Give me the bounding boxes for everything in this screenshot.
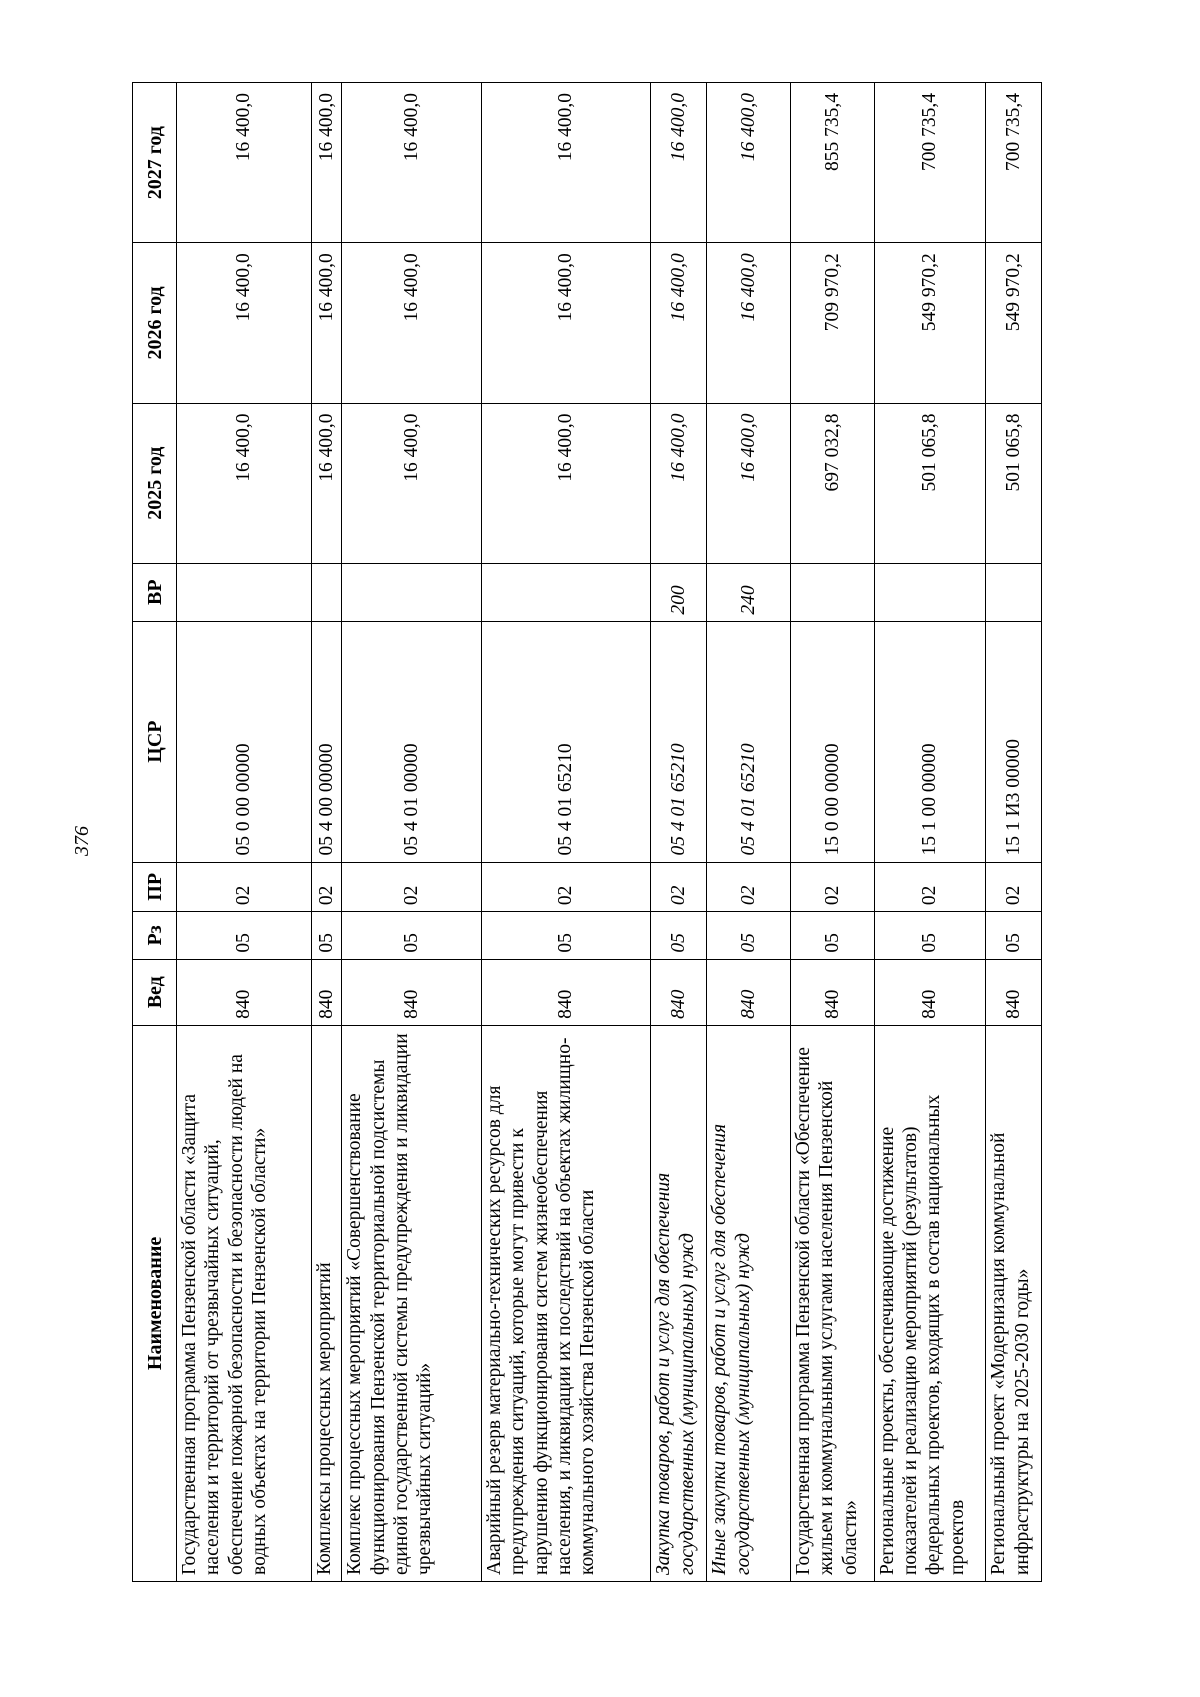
row-rz: 05 [342,912,482,960]
row-ved: 840 [177,959,312,1025]
row-2025: 16 400,0 [481,403,651,563]
row-ved: 840 [342,959,482,1025]
row-vr: 240 [707,563,791,621]
header-rz: Рз [133,912,177,960]
row-rz: 05 [874,912,986,960]
row-2027: 16 400,0 [177,83,312,243]
row-2025: 501 065,8 [986,403,1042,563]
header-2025: 2025 год [133,403,177,563]
row-name: Комплексы процессных мероприятий [312,1025,342,1581]
header-csr: ЦСР [133,621,177,862]
row-name: Закупка товаров, работ и услуг для обеспечения государственных (муниципальных) нужд [651,1025,707,1581]
table-row [707,83,791,1582]
row-name: Государственная программа Пензенской области «Обеспечение жильем и коммунальными услугами населения Пензенской области» [790,1025,874,1581]
row-vr [312,563,342,621]
budget-table [132,82,1042,1582]
row-name: Региональные проекты, обеспечивающие достижение показателей и реализацию мероприятий (результатов) федеральных проектов, входящих в состав национальных проектов [874,1025,986,1581]
row-pr: 02 [177,862,312,912]
row-name: Государственная программа Пензенской области «Защита населения и территорий от чрезвычайных ситуаций, обеспечение пожарной безопасности и безопасности людей на водных объектах на территории Пензенской области» [177,1025,312,1581]
row-pr: 02 [790,862,874,912]
row-csr: 05 4 01 00000 [342,621,482,862]
rotated-table-container [132,82,1042,1582]
row-2025: 16 400,0 [177,403,312,563]
row-csr: 05 4 01 65210 [481,621,651,862]
row-2026: 16 400,0 [312,243,342,403]
row-pr: 02 [312,862,342,912]
row-2025: 16 400,0 [651,403,707,563]
row-pr: 02 [707,862,791,912]
row-2026: 16 400,0 [481,243,651,403]
row-csr: 05 4 00 00000 [312,621,342,862]
table-row [874,83,986,1582]
row-csr: 15 1 И3 00000 [986,621,1042,862]
table-row [177,83,312,1582]
row-name: Аварийный резерв материально-технических ресурсов для предупреждения ситуаций, которые могут привести к нарушению функционирования систем жизнеобеспечения населения, и ликвидации их последствий на объектах жилищно-коммунального хозяйства Пензенской области [481,1025,651,1581]
row-name: Комплекс процессных мероприятий «Совершенствование функционирования Пензенской территориальной подсистемы единой государственной системы предупреждения и ликвидации чрезвычайных ситуаций» [342,1025,482,1581]
row-2027: 700 735,4 [986,83,1042,243]
row-2025: 16 400,0 [312,403,342,563]
table-row [342,83,482,1582]
row-csr: 05 0 00 00000 [177,621,312,862]
row-name: Региональный проект «Модернизация коммунальной инфраструктуры на 2025-2030 годы» [986,1025,1042,1581]
row-rz: 05 [312,912,342,960]
table-row [651,83,707,1582]
row-vr [177,563,312,621]
row-2026: 16 400,0 [651,243,707,403]
row-2027: 16 400,0 [481,83,651,243]
table-row [986,83,1042,1582]
table-row [790,83,874,1582]
header-ved: Вед [133,959,177,1025]
row-2025: 501 065,8 [874,403,986,563]
row-2026: 549 970,2 [986,243,1042,403]
row-2025: 697 032,8 [790,403,874,563]
row-2027: 700 735,4 [874,83,986,243]
table-row [312,83,342,1582]
row-csr: 05 4 01 65210 [707,621,791,862]
row-2025: 16 400,0 [342,403,482,563]
row-ved: 840 [986,959,1042,1025]
row-2027: 16 400,0 [342,83,482,243]
header-pr: ПР [133,862,177,912]
row-rz: 05 [481,912,651,960]
row-2026: 549 970,2 [874,243,986,403]
row-csr: 15 1 00 00000 [874,621,986,862]
row-vr [342,563,482,621]
row-pr: 02 [986,862,1042,912]
row-2026: 16 400,0 [177,243,312,403]
table-row [481,83,651,1582]
row-2027: 16 400,0 [651,83,707,243]
row-ved: 840 [790,959,874,1025]
header-2026: 2026 год [133,243,177,403]
row-pr: 02 [481,862,651,912]
row-ved: 840 [481,959,651,1025]
row-csr: 15 0 00 00000 [790,621,874,862]
row-rz: 05 [986,912,1042,960]
header-name: Наименование [133,1025,177,1581]
row-vr [874,563,986,621]
row-rz: 05 [707,912,791,960]
row-vr: 200 [651,563,707,621]
row-pr: 02 [874,862,986,912]
row-2026: 16 400,0 [707,243,791,403]
row-rz: 05 [790,912,874,960]
row-2027: 16 400,0 [707,83,791,243]
row-pr: 02 [651,862,707,912]
table-header-row [133,83,177,1582]
row-ved: 840 [874,959,986,1025]
row-pr: 02 [342,862,482,912]
row-ved: 840 [651,959,707,1025]
page-number: 376 [71,826,93,856]
row-vr [481,563,651,621]
row-2025: 16 400,0 [707,403,791,563]
row-2027: 855 735,4 [790,83,874,243]
row-2027: 16 400,0 [312,83,342,243]
header-2027: 2027 год [133,83,177,243]
row-rz: 05 [177,912,312,960]
header-vr: ВР [133,563,177,621]
row-ved: 840 [312,959,342,1025]
row-rz: 05 [651,912,707,960]
row-vr [790,563,874,621]
row-vr [986,563,1042,621]
row-csr: 05 4 01 65210 [651,621,707,862]
row-ved: 840 [707,959,791,1025]
row-2026: 16 400,0 [342,243,482,403]
row-name: Иные закупки товаров, работ и услуг для обеспечения государственных (муниципальных) нужд [707,1025,791,1581]
row-2026: 709 970,2 [790,243,874,403]
